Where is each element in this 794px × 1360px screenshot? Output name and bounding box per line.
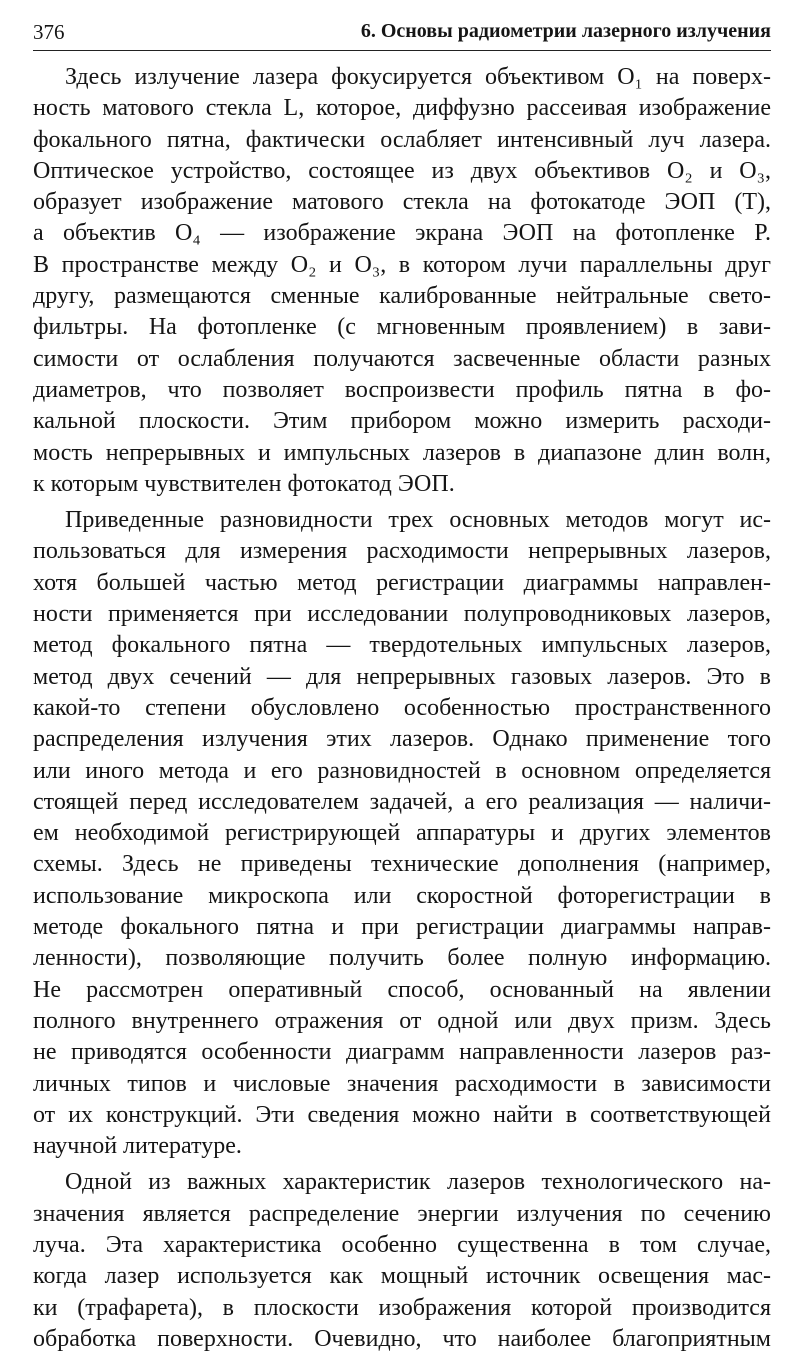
text-line: Не рассмотрен оперативный способ, основанный на явлении <box>33 976 771 1003</box>
text-line: ность матового стекла L, которое, диффузно рассеивая изображение <box>33 95 771 122</box>
text-line: Здесь излучение лазера фокусируется объективом O₁ на поверх- <box>65 64 771 90</box>
text-line: метод фокального пятна — твердотельных импульсных лазеров, <box>33 632 771 659</box>
text-line: луча. Эта характеристика особенно существенна в том случае, <box>33 1231 771 1258</box>
text-line: не приводятся особенности диаграмм направленности лазеров раз- <box>33 1039 771 1066</box>
text-line: значения является распределение энергии излучения по сечению <box>33 1200 771 1227</box>
running-head: 6. Основы радиометрии лазерного излучения <box>360 20 771 42</box>
paragraph <box>33 505 771 1162</box>
text-line: образует изображение матового стекла на фотокатоде ЭОП (T), <box>33 189 771 216</box>
text-line: симости от ослабления получаются засвеченные области разных <box>33 345 771 372</box>
text-line: кальной плоскости. Этим прибором можно измерить расходи- <box>33 408 771 435</box>
text-line: Оптическое устройство, состоящее из двух объективов O₂ и O₃, <box>33 157 771 184</box>
text-line: обработка поверхности. Очевидно, что наиболее благоприятным <box>33 1325 771 1352</box>
text-line: Одной из важных характеристик лазеров технологического на- <box>65 1169 771 1196</box>
text-line: или иного метода и его разновидностей в основном определяется <box>33 757 771 784</box>
text-line: мость непрерывных и импульсных лазеров в диапазоне длин волн, <box>33 439 771 466</box>
text-line: от их конструкций. Эти сведения можно найти в соответствующей <box>33 1101 771 1128</box>
text-line: стоящей перед исследователем задачей, а его реализация — наличи- <box>33 788 771 815</box>
text-line: когда лазер используется как мощный источник освещения мас- <box>33 1263 771 1290</box>
text-line: к которым чувствителен фотокатод ЭОП. <box>33 470 455 497</box>
body-text <box>33 62 771 1360</box>
text-line: фильтры. На фотопленке (с мгновенным проявлением) в зави- <box>33 314 771 341</box>
text-line: пользоваться для измерения расходимости непрерывных лазеров, <box>33 538 771 565</box>
text-line: схемы. Здесь не приведены технические дополнения (например, <box>33 851 771 878</box>
text-line: ности применяется при исследовании полупроводниковых лазеров, <box>33 601 771 628</box>
text-line: методе фокального пятна и при регистрации диаграммы направ- <box>33 914 771 941</box>
text-line: ленности), позволяющие получить более полную информацию. <box>33 945 771 972</box>
text-line: хотя большей частью метод регистрации диаграммы направлен- <box>33 569 771 596</box>
text-line: другу, размещаются сменные калиброванные нейтральные свето- <box>33 283 771 310</box>
text-line: использование микроскопа или скоростной фоторегистрации в <box>33 882 771 909</box>
text-line: метод двух сечений — для непрерывных газовых лазеров. Это в <box>33 663 771 690</box>
text-line: фокального пятна, фактически ослабляет интенсивный луч лазера. <box>33 126 771 153</box>
page-header <box>33 18 771 51</box>
page-number: 376 <box>33 20 65 44</box>
text-line: какой-то степени обусловлено особенностью пространственного <box>33 694 771 721</box>
text-line: личных типов и числовые значения расходимости в зависимости <box>33 1070 771 1097</box>
paragraph <box>33 62 771 500</box>
text-line: В пространстве между O₂ и O₃, в котором лучи параллельны друг <box>33 251 771 278</box>
text-line: распределения излучения этих лазеров. Однако применение того <box>33 726 771 753</box>
text-line: ем необходимой регистрирующей аппаратуры и других элементов <box>33 820 771 847</box>
paragraph <box>33 1167 771 1355</box>
text-line: полного внутреннего отражения от одной или двух призм. Здесь <box>33 1007 771 1034</box>
text-line: Приведенные разновидности трех основных методов могут ис- <box>65 507 771 534</box>
text-line: а объектив O₄ — изображение экрана ЭОП на фотопленке P. <box>33 220 771 247</box>
text-line: ки (трафарета), в плоскости изображения которой производится <box>33 1294 771 1321</box>
text-line: диаметров, что позволяет воспроизвести профиль пятна в фо- <box>33 376 771 403</box>
text-line: научной литературе. <box>33 1133 242 1160</box>
